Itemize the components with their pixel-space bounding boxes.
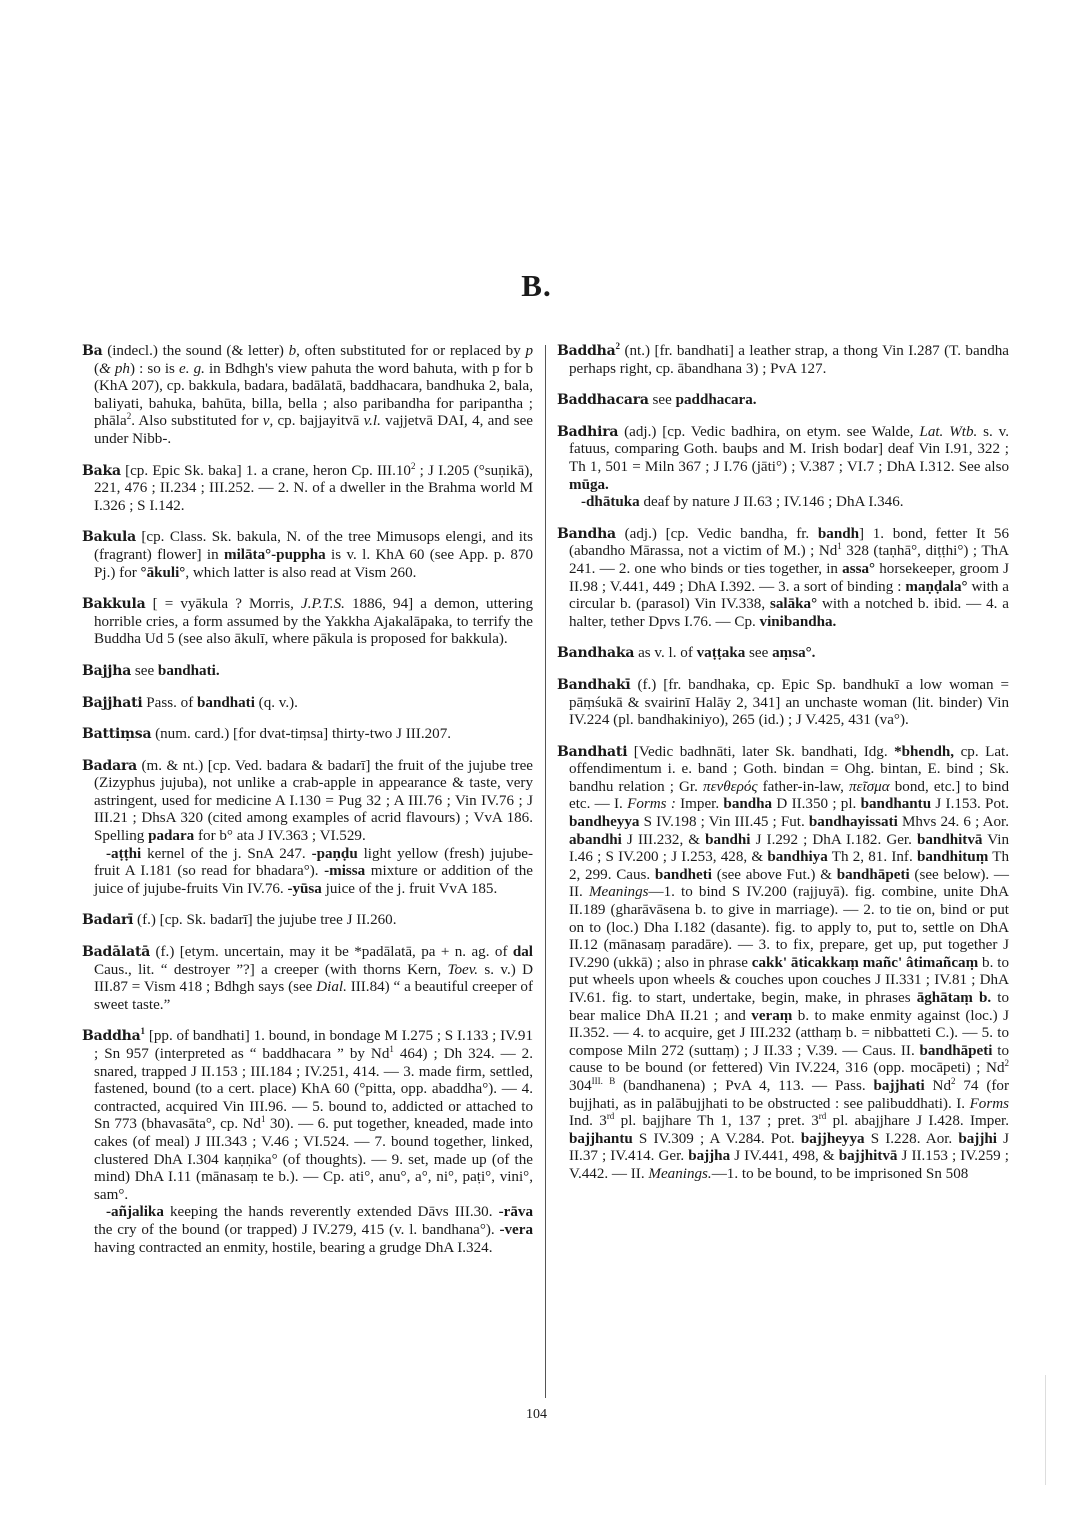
text-run: cp. Lat. offendimentum i. e. band ; Goth. bindan = Ohg. bintan, E. bind ; Sk. bandhu relation ; Gr. xyxy=(569,743,1009,795)
text-run: father-in-law, xyxy=(757,778,849,795)
entry-headword: Ba xyxy=(82,343,103,359)
bold-term: vinibandha. xyxy=(759,613,837,630)
dictionary-entry xyxy=(82,596,533,649)
dictionary-entry xyxy=(557,744,1009,1184)
text-run: juice of the j. fruit VvA 185. xyxy=(321,880,498,897)
entry-headword: Bajjha xyxy=(82,662,132,679)
text-run: (f.) [fr. bandhaka, cp. Epic Sp. bandhukī a low woman = pāṃśukā & svairinī Halāy 2, 341] an unchaste woman (lit. binder) Vin IV.224 (pl. bandhakiniyo), 265 (id.) ; J V.425, 431 (va°). xyxy=(569,676,1009,729)
bold-term: -rāva xyxy=(498,1204,533,1221)
dictionary-entry xyxy=(82,726,533,744)
text-run: —1. to bind S IV.200 (rajjuyā). fig. combine, unite DhA II.189 (gharāvāsena b. to give in marriage). — 2. to tie on, bind or put on to (loc.) Dha I.182 (dasante). fig. to apply to, put to, settle on DhA II.12 (mānasaṃ paradāre). — 3. to fix, prepare, get up, put together J IV.290 (ukkā) ; also in phrase xyxy=(569,884,1009,971)
text-run: J II.153 ; IV.259 ; V.442. — II. xyxy=(569,1148,1009,1182)
bold-term: bandhayissati xyxy=(808,814,898,831)
text-run: , cp. bajjayitvā xyxy=(269,413,364,430)
superscript: rd xyxy=(818,1111,827,1122)
dictionary-entry xyxy=(557,526,1009,632)
bold-term: bandhati. xyxy=(157,662,220,679)
text-run: light yellow (fresh) jujube-fruit A I.181 (so read for bhadara°). xyxy=(94,845,534,880)
text-run: ) : so is xyxy=(129,360,180,377)
text-run: s. v.) D III.87 = Vism 418 ; Bdhgh says (see xyxy=(94,961,534,996)
column-divider xyxy=(545,345,546,1398)
text-run: 1886, 94] a demon, uttering horrible cries, a form assumed by the Yakkha Ajakalāpaka, to terrify the Buddha Ud 5 (see also ākulī, where pākula is proposed for bakkula). xyxy=(94,596,533,648)
text-run: ] 1. bond, fetter It 56 (abandho Mārassa, not a victim of M.) ; Nd xyxy=(569,525,1009,560)
text-run: see xyxy=(648,392,676,409)
text-run: (bandhanena) ; PvA 4, 113. — Pass. xyxy=(615,1077,874,1094)
text-run: vajjetvā DAI, 4, and see under Nibb-. xyxy=(94,413,533,447)
bold-term: milāta°-puppha xyxy=(224,546,326,563)
bold-term: bandhiya xyxy=(767,849,828,866)
text-run: (adj.) [cp. Vedic badhira, on etym. see Walde, xyxy=(618,423,920,440)
text-run: (num. card.) [for dvat-tiṃsa] thirty-two J III.207. xyxy=(151,726,452,743)
bold-term: vaṭṭaka xyxy=(696,645,746,662)
text-run: S I.228. Aor. xyxy=(864,1130,959,1147)
dictionary-entry xyxy=(82,460,533,516)
italic-term: p xyxy=(525,343,533,359)
superscript: III. B xyxy=(591,1075,616,1086)
text-run: —1. to be bound, to be imprisoned Sn 508 xyxy=(711,1165,969,1182)
entry-headword: Bandhati xyxy=(557,743,628,760)
text-run: Ind. 3 xyxy=(569,1113,607,1130)
text-run: 74 (for bujjhati, as in palābujjhati to be obstructed : see palibuddhati). I. xyxy=(569,1077,1009,1112)
text-run: (see below). — II. xyxy=(569,866,1009,901)
italic-term: Forms xyxy=(969,1095,1009,1112)
text-run: with a circular b. (parasol) Vin IV.338, xyxy=(569,578,1009,613)
text-run: Mhvs 24. 6 ; Aor. xyxy=(897,814,1009,831)
entry-headword: Bandhakī xyxy=(557,676,631,693)
text-run: Pass. of xyxy=(142,694,197,711)
bold-term: maṇḍala° xyxy=(905,578,968,595)
text-run: S IV.309 ; A V.284. Pot. xyxy=(632,1130,801,1147)
text-run: (f.) [cp. Sk. badarī] the jujube tree J II.260. xyxy=(133,912,397,929)
text-run: bond, etc.] to bind etc. — I. xyxy=(569,778,1009,813)
text-run: (indecl.) the sound (& letter) xyxy=(102,343,289,359)
entry-headword: Baddha xyxy=(557,343,616,359)
dictionary-entry xyxy=(82,529,533,582)
bold-term: cakk' āticakkaṃ mañc' âtimañcaṃ xyxy=(751,954,979,971)
superscript: rd xyxy=(606,1111,615,1122)
text-run: 30). — 6. put together, kneaded, made into cakes (of meal) J III.343 ; V.46 ; VI.524. — 7. bound together, linked, clustered DhA I.304 kaṇṇika° (of thoughts). — 9. set, made up (of the mind) DhA I.11 (mānasaṃ te b.). — Cp. ati°, anu°, a°, ni°, paṭi°, vini°, sam°. xyxy=(94,1116,533,1203)
entry-headword: Baddhacara xyxy=(557,392,649,409)
text-run: J IV.441, 498, & xyxy=(730,1148,839,1165)
text-run: to cause to be bound (or fettered) Vin IV.224, 316 (opp. mocāpeti) ; Nd xyxy=(569,1042,1009,1077)
dictionary-entry xyxy=(557,645,1009,663)
text-run: J I.292 ; DhA I.182. Ger. xyxy=(750,831,917,848)
bold-term: bajjheyya xyxy=(800,1130,865,1147)
dictionary-entry xyxy=(557,424,1009,512)
text-run: ( xyxy=(94,360,100,377)
bold-term: bandhantu xyxy=(860,796,932,813)
italic-term: Forms : xyxy=(627,796,676,813)
entry-compounds xyxy=(569,494,1009,512)
entry-compounds xyxy=(94,846,533,899)
dictionary-entry xyxy=(82,343,533,449)
scan-edge-mark xyxy=(1045,1375,1046,1485)
bold-term: bandha xyxy=(723,796,773,813)
text-run: s. v. fatuus, comparing Goth. bauþs and M. Irish bodar] deaf Vin I.91, 322 ; Th 1, 501 = Miln 367 ; J I.76 (jāti°) ; V.387 ; VI.7 ; DhA I.312. See also xyxy=(569,423,1009,475)
text-run: kernel of the j. SnA 247. xyxy=(141,845,312,862)
dictionary-entry xyxy=(82,695,533,713)
superscript: 1 xyxy=(837,541,842,552)
entry-headword: Bandhaka xyxy=(557,645,635,662)
text-run: 328 (taṇhā°, diṭṭhi°) ; ThA 241. — 2. one who binds or ties together, in xyxy=(569,543,1009,577)
bold-term: padara xyxy=(148,828,195,845)
page-number: 104 xyxy=(526,1407,547,1422)
headword-homonym-number: 1 xyxy=(140,1026,146,1037)
bold-term: -dhātuka xyxy=(581,494,640,511)
text-run: with a notched b. ibid. — 4. a halter, tether Dpvs I.76. — Cp. xyxy=(569,596,1009,630)
text-run: [Vedic badhnāti, later Sk. bandhati, Idg. xyxy=(627,743,895,760)
italic-term: & ph xyxy=(99,360,130,377)
text-run: pl. abajjhare J I.428. Imper. xyxy=(826,1113,1009,1130)
text-run: , often substituted for or replaced by xyxy=(296,343,526,359)
text-run: is v. l. KhA 60 (see App. p. 870 Pj.) for xyxy=(94,546,533,581)
italic-term: e. g. xyxy=(179,360,205,377)
text-run: (see above Fut.) & xyxy=(711,866,837,883)
text-run: b. to put wheels upon wheels & couches upon couches J II.331 ; IV.81 ; DhA IV.61. fig. to start, undertake, begin, make, in phrases xyxy=(569,954,1009,1006)
page-letter-heading: B. xyxy=(521,268,552,303)
superscript: 2 xyxy=(126,411,132,422)
entry-headword: Bandha xyxy=(557,525,616,542)
text-run: (nt.) [fr. bandhati] a leather strap, a thong Vin I.287 (T. bandha perhaps right, cp. ābandhana 3) ; PvA 127. xyxy=(569,343,1009,377)
text-run: pl. bajjhare Th 1, 137 ; pret. 3 xyxy=(614,1113,819,1130)
entry-headword: Bajjhati xyxy=(82,694,143,711)
bold-term: bajjhantu xyxy=(569,1130,633,1147)
italic-term: πεῖσμα xyxy=(849,778,890,795)
italic-term: Meanings xyxy=(588,884,649,901)
text-run: [ = vyākula ? Morris, xyxy=(145,596,301,613)
entry-compounds xyxy=(94,1204,533,1257)
dictionary-entry xyxy=(557,340,1009,378)
text-run: , which latter is also read at Vism 260. xyxy=(185,564,417,581)
italic-term: πενθερός xyxy=(703,778,758,795)
text-run: horsekeeper, groom J II.98 ; V.441, 449 ; DhA I.392. — 3. a sort of binding : xyxy=(569,560,1010,595)
bold-term: -yūsa xyxy=(287,880,322,897)
superscript: 1 xyxy=(389,1043,394,1054)
bold-term: *bhendh, xyxy=(894,743,955,760)
left-column xyxy=(82,343,533,1271)
text-run: Imper. xyxy=(675,796,724,813)
text-run: (m. & nt.) [cp. Ved. badara & badarī] the fruit of the jujube tree (Zizyphus jujuba), not unlike a crab-apple in appearance & taste, very astringent, used for medicine A I.130 = Pug 32 ; A III.76 ; Vin IV.76 ; J III.21 ; DhsA 320 (cited among examples of acrid flavours) ; VvA 186. Spelling xyxy=(94,757,533,845)
italic-term: Dial. xyxy=(316,979,347,996)
entry-headword: Baddha xyxy=(82,1028,141,1045)
bold-term: bandhati xyxy=(197,694,255,711)
entry-headword: Battiṃsa xyxy=(82,726,152,743)
bold-term: mūga. xyxy=(569,476,609,493)
text-run: 304 xyxy=(569,1077,592,1094)
text-run: [pp. of bandhati] 1. bound, in bondage M I.275 ; S I.133 ; IV.91 ; Sn 957 (interpreted as “ baddhacara ” by Nd xyxy=(94,1028,533,1062)
dictionary-entry xyxy=(82,663,533,681)
bold-term: -vera xyxy=(499,1221,533,1238)
text-run: the cry of the bound (or trapped) J IV.279, 415 (v. l. bandhana°). xyxy=(94,1221,500,1238)
text-run: (adj.) [cp. Vedic bandha, fr. xyxy=(615,525,818,542)
italic-term: J.P.T.S. xyxy=(301,596,345,613)
text-run: (q. v.). xyxy=(254,694,298,711)
bold-term: salāka° xyxy=(769,596,818,613)
bold-term: bajjhitvā xyxy=(838,1148,898,1165)
text-run: as v. l. of xyxy=(634,645,697,662)
text-run: see xyxy=(745,645,773,662)
text-run: to bear malice DhA II.21 ; and xyxy=(569,990,1010,1024)
entry-headword: Badhira xyxy=(557,423,619,440)
dictionary-entry xyxy=(82,912,533,930)
bold-term: bandh xyxy=(817,525,860,542)
dictionary-entry xyxy=(557,677,1009,730)
entry-headword: Badālatā xyxy=(82,944,151,961)
text-run: (f.) [etym. uncertain, may it be *padālatā, pa + n. ag. of xyxy=(150,944,513,961)
text-run: Th 2, 299. Caus. xyxy=(569,849,1009,883)
text-run: having contracted an enmity, hostile, bearing a grudge DhA I.324. xyxy=(94,1239,493,1256)
superscript: 2 xyxy=(410,460,416,471)
text-run: Nd xyxy=(924,1077,951,1094)
bold-term: -añjalika xyxy=(106,1204,164,1221)
dictionary-entry xyxy=(82,758,533,899)
text-run: Vin I.46 ; S IV.200 ; J I.253, 428, & xyxy=(569,831,1009,866)
entry-headword: Badarī xyxy=(82,912,134,929)
bold-term: dal xyxy=(512,944,533,961)
text-run: S IV.198 ; Vin III.45 ; Fut. xyxy=(639,814,809,831)
text-run: [cp. Epic Sk. baka] 1. a crane, heron Cp. III.10 xyxy=(120,462,411,479)
bold-term: bandheti xyxy=(654,866,712,883)
bold-term: bandhitvā xyxy=(916,831,983,848)
superscript: 2 xyxy=(951,1075,956,1086)
text-run: keeping the hands reverently extended Dāvs III.30. xyxy=(163,1204,499,1221)
entry-headword: Bakkula xyxy=(82,596,146,613)
bold-term: paddhacara. xyxy=(675,392,757,409)
text-run: J II.37 ; IV.414. Ger. xyxy=(569,1130,1009,1165)
bold-term: -missa xyxy=(324,863,366,880)
text-run: J I.153. Pot. xyxy=(931,796,1009,813)
bold-term: bajjha xyxy=(688,1148,731,1165)
dictionary-entry xyxy=(82,944,533,1014)
italic-term: Meanings. xyxy=(648,1165,712,1182)
italic-term: v.l. xyxy=(363,413,381,430)
bold-term: bandhāpeti xyxy=(919,1042,993,1059)
headword-homonym-number: 2 xyxy=(615,340,621,351)
bold-term: āghātaṃ b. xyxy=(916,990,992,1006)
text-run: for b° ata J IV.363 ; VI.529. xyxy=(194,828,366,845)
text-run: Th 2, 81. Inf. xyxy=(827,849,917,866)
bold-term: assa° xyxy=(842,560,876,577)
text-run: 464) ; Dh 324. — 2. snared, trapped J II.153 ; III.184 ; IV.251, 414. — 3. made firm, settled, fastened, bound (to a cert. place) KhA 60 (°pitta, opp. abaddha°). — 4. contracted, acquired Vin III.96. — 5. bound to, addicted or attached to Sn 773 (bhavasāta°, cp. Nd xyxy=(94,1046,533,1133)
bold-term: bajjhi xyxy=(958,1130,997,1147)
italic-term: v xyxy=(262,413,270,430)
bold-term: bandhituṃ xyxy=(916,849,989,866)
italic-term: b xyxy=(288,343,297,359)
text-run: ; J I.205 (°suṇikā), 221, 476 ; II.234 ; III.252. — 2. N. of a dweller in the Brahma world M I.326 ; S I.142. xyxy=(94,462,533,514)
text-run: [cp. Class. Sk. bakula, N. of the tree Mimusops elengi, and its (fragrant) flower] in xyxy=(94,529,533,563)
text-run: D II.350 ; pl. xyxy=(772,796,861,813)
bold-term: bandhāpeti xyxy=(836,866,910,883)
text-run: in Bdhgh's view pahuta the word bahuta, with p for b (KhA 207), cp. bakkula, badara, badālatā, baddhacara, bandhuka 2, bala, baliyati, bahuka, bahūta, billa, bella ; also paribandha for paripantha ; phāla xyxy=(94,360,533,430)
italic-term: Toev. xyxy=(447,961,479,978)
dictionary-entry xyxy=(557,392,1009,410)
text-run: deaf by nature J II.63 ; IV.146 ; DhA I.346. xyxy=(639,494,904,511)
bold-term: bandhi xyxy=(705,831,751,848)
right-column xyxy=(557,340,1010,1198)
text-run: III.84) “ a beautiful creeper of sweet taste.” xyxy=(94,979,533,1013)
superscript: 2 xyxy=(1004,1058,1009,1069)
entry-headword: Baka xyxy=(82,462,121,479)
text-run: . Also substituted for xyxy=(131,413,263,430)
bold-term: veraṃ xyxy=(751,1007,793,1024)
text-run: see xyxy=(131,662,158,679)
bold-term: bandheyya xyxy=(569,814,640,831)
bold-term: bajjhati xyxy=(873,1077,925,1094)
entry-headword: Bakula xyxy=(82,529,136,546)
dictionary-entry xyxy=(82,1028,533,1257)
bold-term: aṃsa°. xyxy=(772,645,816,662)
bold-term: abandhi xyxy=(569,831,622,848)
bold-term: -aṭṭhi xyxy=(106,845,142,862)
text-run: mixture or addition of the juice of jujube-fruits Vin IV.76. xyxy=(94,863,533,897)
entry-headword: Badara xyxy=(82,757,138,774)
italic-term: Lat. Wtb. xyxy=(919,423,978,440)
text-run: Caus., lit. “ destroyer ”?] a creeper (with thorns Kern, xyxy=(94,961,448,978)
bold-term: °ākuli° xyxy=(140,564,186,581)
bold-term: -paṇḍu xyxy=(311,845,358,862)
text-run: J III.232, & xyxy=(621,831,706,848)
superscript: 1 xyxy=(260,1114,266,1125)
text-run: b. to make enmity against (loc.) J II.352. — 4. to acquire, get J III.232 (atthaṃ b. = nibbatteti C.). — 5. to compose Miln 272 (suttaṃ) ; J II.33 ; V.39. — Caus. II. xyxy=(569,1007,1009,1059)
